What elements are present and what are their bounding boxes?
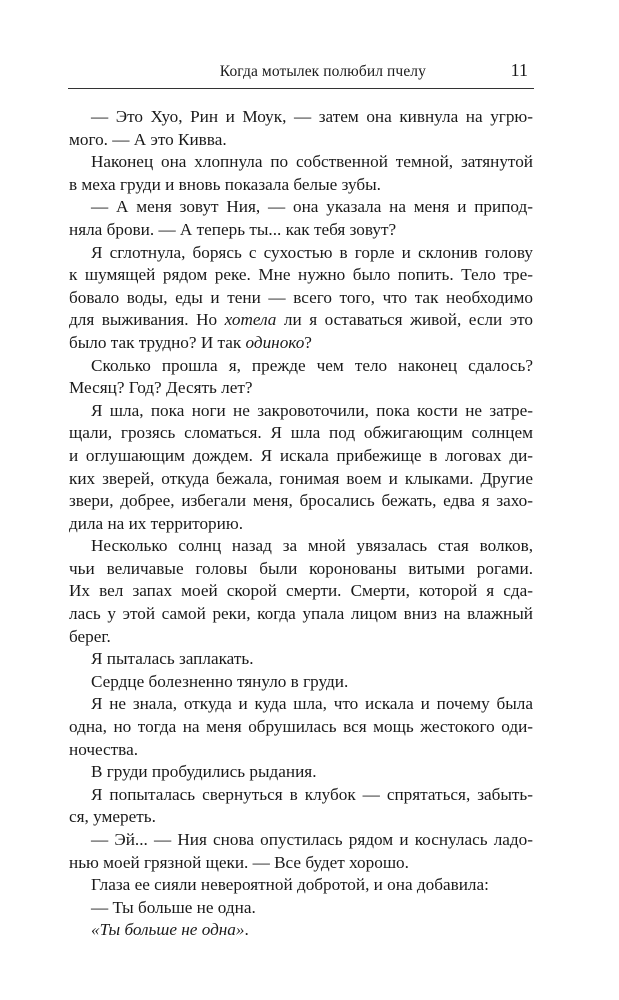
text-line: Я не знала, откуда и куда шла, что искала и почему была <box>91 694 533 714</box>
text-line: щали, грозясь сломаться. Я шла под обжигающим солнцем <box>69 423 533 443</box>
text-line: ких зверей, откуда бежала, гонимая воем и клыками. Другие <box>69 468 533 488</box>
text-line: лась у этой самой реки, когда упала лицом вниз на влажный <box>69 604 533 624</box>
text-line: к шумящей рядом реке. Мне нужно было попить. Тело тре- <box>69 265 533 285</box>
body-text <box>69 106 534 942</box>
text-line: было так трудно? И так одиноко? <box>69 332 312 352</box>
italic-word: одиноко <box>245 332 305 352</box>
header-rule <box>68 88 534 89</box>
text-line: в меха груди и вновь показала белые зубы. <box>69 174 381 194</box>
text-line: — А меня зовут Ния, — она указала на меня и припод- <box>91 197 533 217</box>
text-line: ночества. <box>69 739 139 759</box>
text-line: Их вел запах моей скорой смерти. Смерти, которой я сда- <box>69 581 533 601</box>
text-line: бовало воды, еды и тени — всего того, что так необходимо <box>69 287 533 307</box>
page-number: 11 <box>510 60 528 80</box>
text-line: «Ты больше не одна». <box>91 920 249 940</box>
italic-phrase: «Ты больше не одна» <box>91 920 245 940</box>
text-line: Наконец она хлопнула по собственной темной, затянутой <box>91 152 533 172</box>
text-line: Месяц? Год? Десять лет? <box>69 378 253 398</box>
text-line: Глаза ее сияли невероятной добротой, и она добавила: <box>91 875 489 895</box>
italic-word: хотела <box>224 310 277 330</box>
text-line: няла брови. — А теперь ты... как тебя зовут? <box>69 219 397 239</box>
text-line: Несколько солнц назад за мной увязалась стая волков, <box>91 536 533 556</box>
text-line: — Эй... — Ния снова опустилась рядом и коснулась ладо- <box>91 830 533 849</box>
text-line: мого. — А это Кивва. <box>69 129 227 149</box>
text-line: В груди пробудились рыдания. <box>91 762 317 782</box>
text-line: нью моей грязной щеки. — Все будет хорошо. <box>69 852 409 872</box>
text-line: берег. <box>69 626 111 646</box>
running-title: Когда мотылек полюбил пчелу <box>219 63 426 80</box>
text-line: Я сглотнула, борясь с сухостью в горле и склонив голову <box>91 242 533 262</box>
text-line: — Это Хуо, Рин и Моук, — затем она кивнула на угрю- <box>91 107 533 126</box>
running-header <box>68 60 534 86</box>
text-line: и оглушающим дождем. Я искала прибежище в логовах ди- <box>69 445 533 465</box>
text-line: Сколько прошла я, прежде чем тело наконец сдалось? <box>91 355 533 375</box>
text-line: Я пыталась заплакать. <box>91 649 254 669</box>
text-line: для выживания. Но хотела ли я оставаться живой, если это <box>69 310 534 330</box>
text-line: Я шла, пока ноги не закровоточили, пока кости не затре- <box>91 400 533 420</box>
text-line: Сердце болезненно тянуло в груди. <box>91 671 349 691</box>
text-line: одна, но тогда на меня обрушилась вся мощь жестокого оди- <box>69 717 533 737</box>
text-line: звери, добрее, избегали меня, бросались бежать, едва я захо- <box>69 491 533 511</box>
text-line: Я попыталась свернуться в клубок — спрятаться, забыть- <box>91 784 533 804</box>
text-line: ся, умереть. <box>69 807 156 827</box>
text-line: — Ты больше не одна. <box>91 897 256 917</box>
text-line: чьи величавые головы были коронованы витыми рогами. <box>69 558 533 578</box>
text-line: дила на их территорию. <box>69 513 243 533</box>
